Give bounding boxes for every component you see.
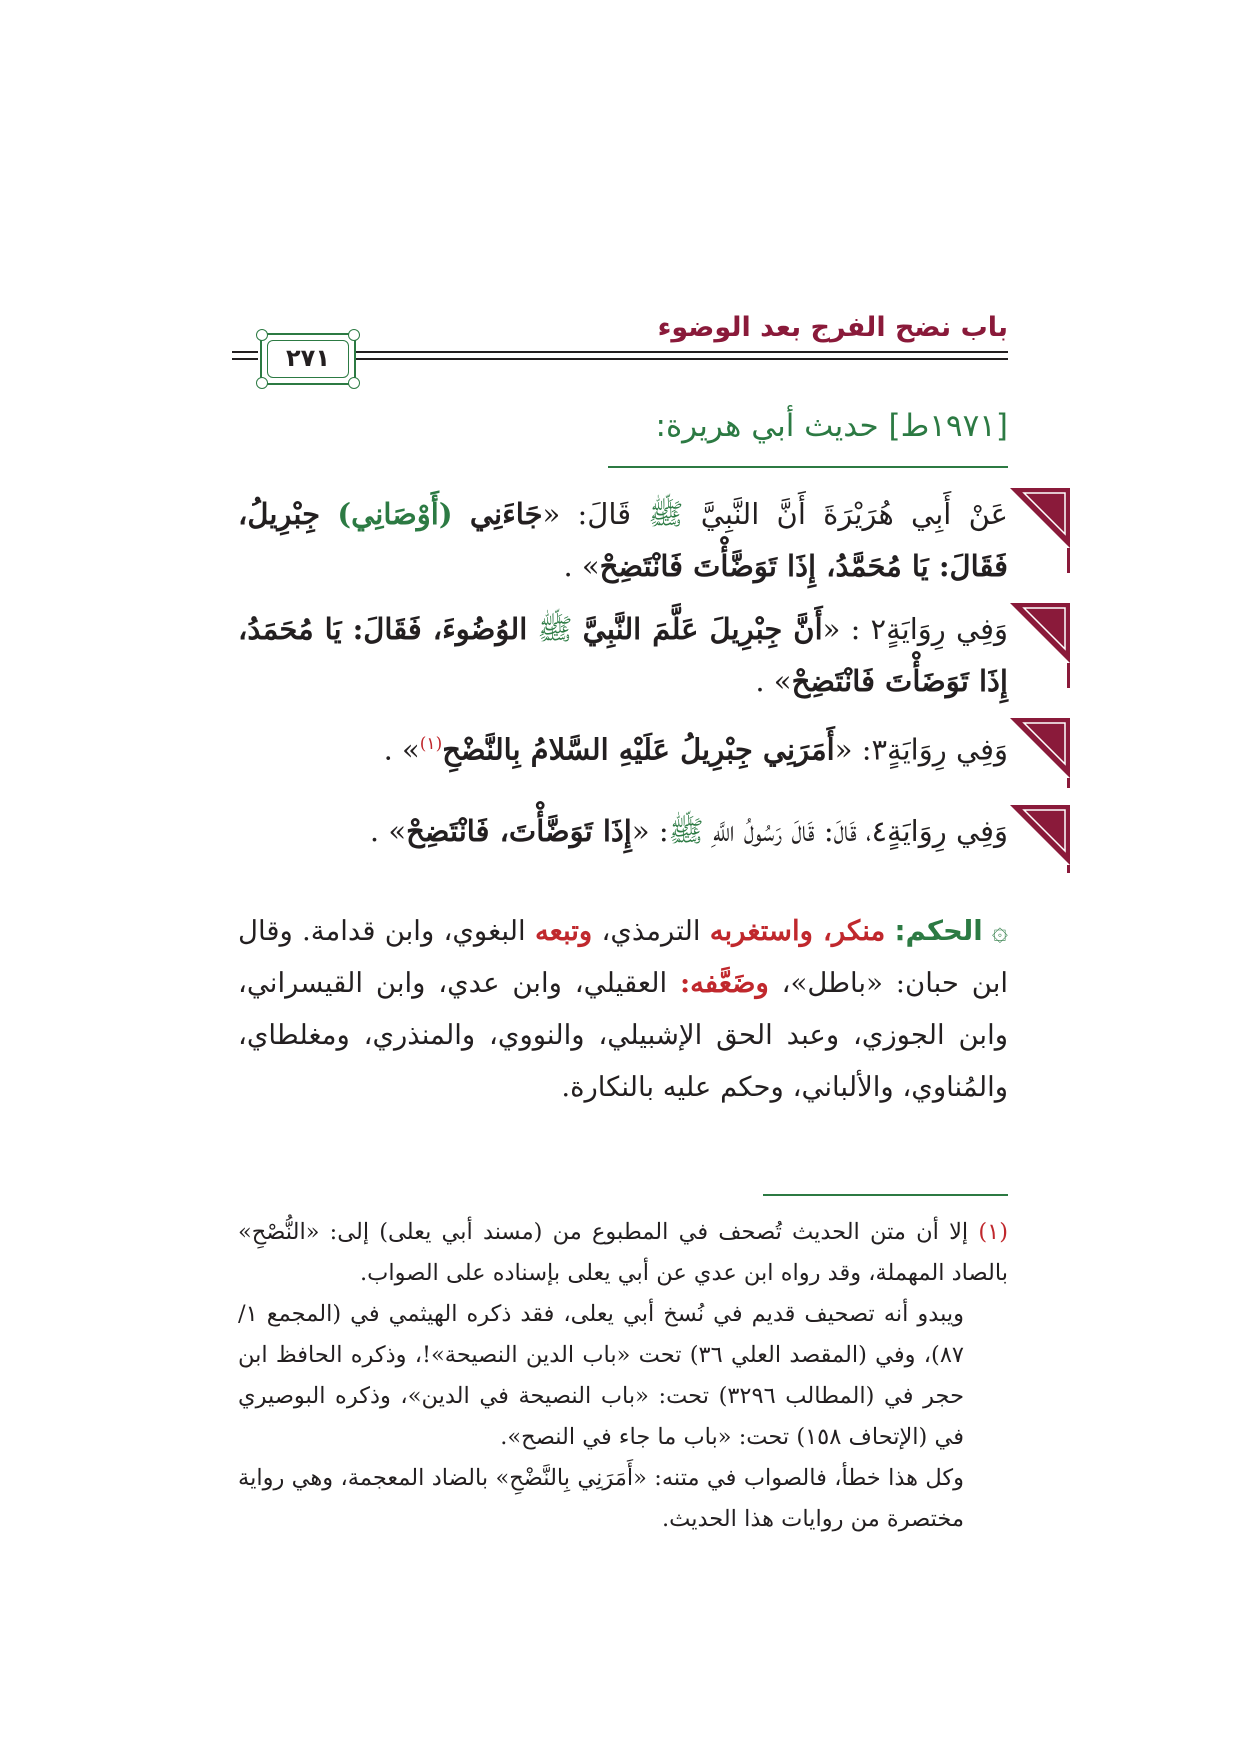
narration-bar <box>1067 778 1070 788</box>
header-rule-bottom <box>356 358 1008 360</box>
chapter-title: باب نضح الفرج بعد الوضوء <box>657 312 1008 343</box>
narration-3-text: وَفِي رِوَايَةٍ٣: «أَمَرَنِي جِبْرِيلُ عَلَيْهِ السَّلامُ بِالنَّضْحِ$^{(١)}$» . <box>383 732 1008 767</box>
footnote-1-continuation: ويبدو أنه تصحيف قديم في نُسخ أبي يعلى، فقد ذكره الهيثمي في (المجمع ١/ ٨٧)، وفي (المقصد العلي ٣٦) تحت «باب الدين النصيحة»!، وذكره الحافظ ابن حجر في (المطالب ٣٢٩٦) تحت: «باب النصيحة في الدين»، وذكره البوصيري في (الإتحاف ١٥٨) تحت: «باب ما جاء في النصح». <box>238 1301 964 1450</box>
footnote-1: (١) إلا أن متن الحديث تُصحف في المطبوع من (مسند أبي يعلى) إلى: «النُّصْحِ» بالصاد المهملة، وقد رواه ابن عدي عن أبي يعلى بإسناده على الصواب. <box>238 1219 1008 1286</box>
salawat-symbol: ﷺ <box>668 814 704 848</box>
narration-4 <box>238 805 1008 857</box>
page-number: ٢٧١ <box>286 344 330 372</box>
ornament-corner-icon <box>348 329 360 341</box>
ruling-label: الحكم: <box>894 915 983 947</box>
footnotes <box>238 1212 1008 1540</box>
narration-1 <box>238 488 1008 592</box>
narration-bar <box>1067 865 1070 873</box>
ruling-text: ۞ الحكم: منكر، واستغربه الترمذي، وتبعه البغوي، وابن قدامة. وقال ابن حبان: «باطل»، وضَعَّفه: العقيلي، وابن عدي، وابن القيسراني، وابن الجوزي، وعبد الحق الإشبيلي، والنووي، والمنذري، ومغلطاي، والمُناوي، والألباني، وحكم عليه بالنكارة. <box>238 915 1009 1103</box>
triangle-ornament-icon <box>1010 718 1070 778</box>
header-rule-left-bottom <box>232 358 258 360</box>
triangle-ornament-icon <box>1010 488 1070 548</box>
ruling-paragraph <box>238 905 1008 1113</box>
footnote-ref[interactable]: (١) <box>419 734 443 754</box>
narration-4-text: وَفِي رِوَايَةٍ٤، قَالَ: قَالَ رَسُولُ اللَّهِ ﷺ: «إِذَا تَوَضَّأْتَ، فَانْتَضِحْ» . <box>369 814 1008 848</box>
narration-bar <box>1067 663 1070 688</box>
triangle-ornament-icon <box>1010 603 1070 663</box>
narration-1-text: عَنْ أَبِي هُرَيْرَةَ أَنَّ النَّبِيَّ ﷺ قَالَ: «جَاءَنِي (أَوْصَانِي) جِبْرِيلُ، فَقَالَ: يَا مُحَمَّدُ، إِذَا تَوَضَّأْتَ فَانْتَضِحْ» . <box>238 497 1008 583</box>
page-number-badge <box>260 333 356 385</box>
narration-bar <box>1067 548 1070 573</box>
salawat-symbol: ﷺ <box>537 612 573 646</box>
narration-3 <box>238 718 1008 776</box>
triangle-ornament-icon <box>1010 805 1070 865</box>
narration-2-text: وَفِي رِوَايَةٍ٢ : «أَنَّ جِبْرِيلَ عَلَّمَ النَّبِيَّ ﷺ الوُضُوءَ، فَقَالَ: يَا مُحَمَدُ، إِذَا تَوَضَأْتَ فَانْتَضِحْ» . <box>238 612 1008 698</box>
footnote-1-conclusion: وكل هذا خطأ، فالصواب في متنه: «أَمَرَنِي بِالنَّضْحِ» بالضاد المعجمة، وهي رواية مختصرة من روايات هذا الحديث. <box>238 1465 964 1532</box>
salawat-symbol: ﷺ <box>648 497 684 531</box>
flower-ornament-icon: ۞ <box>991 915 1009 947</box>
ornament-corner-icon <box>256 377 268 389</box>
hadith-heading: [١٩٧١ط] حديث أبي هريرة: <box>655 408 1008 444</box>
narration-2 <box>238 603 1008 707</box>
heading-underline <box>608 466 1008 468</box>
ornament-corner-icon <box>256 329 268 341</box>
header-rule-top <box>356 351 1008 353</box>
ornament-corner-icon <box>348 377 360 389</box>
footnote-number: (١) <box>978 1219 1008 1245</box>
footnote-separator <box>763 1194 1008 1196</box>
header-rule-left-top <box>232 351 258 353</box>
